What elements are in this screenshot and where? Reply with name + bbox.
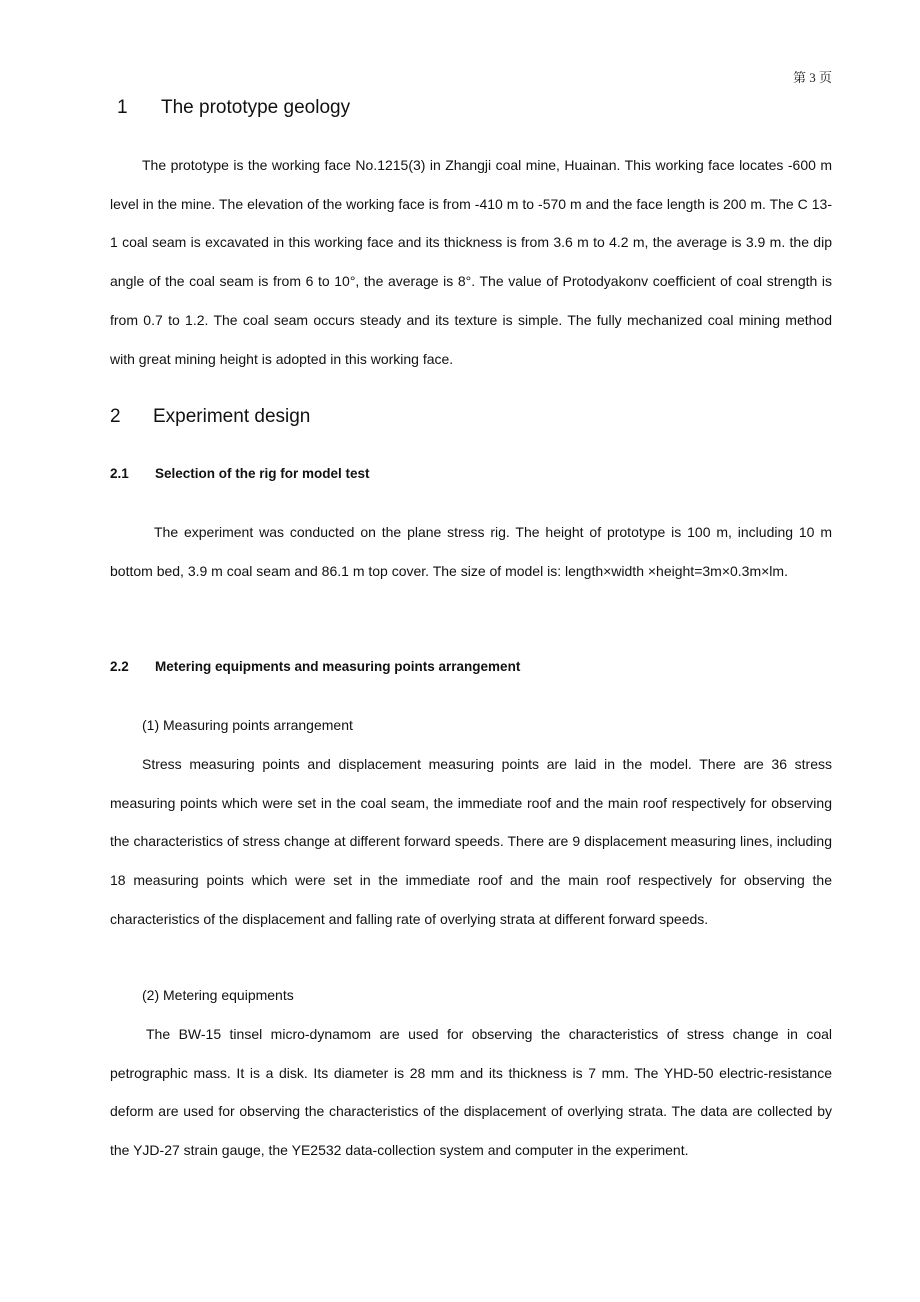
section-1-title: The prototype geology: [161, 97, 351, 118]
section-2-heading: [110, 405, 310, 429]
section-2-2-number: 2.2: [110, 659, 129, 674]
metering-equipments-paragraph: The BW-15 tinsel micro-dynamom are used for observing the characteristics of stress change in coal petrographic mass. It is a disk. Its diameter is 28 mm and its thickness is 7 mm. The YHD-50 electric-resistance deform are used for observing the characteristics of the displacement of overlying strata. The data are collected by the YJD-27 strain gauge, the YE2532 data-collection system and computer in the experiment.: [110, 1026, 832, 1159]
section-2-1-paragraph: The experiment was conducted on the plane stress rig. The height of prototype is 100 m, including 10 m bottom bed, 3.9 m coal seam and 86.1 m top cover. The size of model is: length×width ×height=3m×0.3m×lm.: [110, 524, 832, 579]
section-2-2-title: Metering equipments and measuring points arrangement: [155, 659, 521, 674]
section-2-1-number: 2.1: [110, 466, 129, 481]
section-1-heading: [117, 96, 350, 120]
section-2-1-heading: [110, 466, 370, 481]
measuring-points-subheading: (1) Measuring points arrangement: [142, 717, 353, 733]
page-number: 第 3 页: [792, 70, 832, 85]
metering-equipments-subheading: (2) Metering equipments: [142, 987, 294, 1003]
measuring-points-paragraph: Stress measuring points and displacement measuring points are laid in the model. There are 36 stress measuring points which were set in the coal seam, the immediate roof and the main roof respectively for observing the characteristics of stress change at different forward speeds. There are 9 displacement measuring lines, including 18 measuring points which were set in the immediate roof and the main roof respectively for observing the characteristics of the displacement and falling rate of overlying strata at different forward speeds.: [110, 756, 832, 927]
section-2-title: Experiment design: [153, 406, 311, 427]
section-2-number: 2: [110, 406, 121, 427]
section-1-paragraph: The prototype is the working face No.1215(3) in Zhangji coal mine, Huainan. This working face locates -600 m level in the mine. The elevation of the working face is from -410 m to -570 m and the face length is 200 m. The C 13-1 coal seam is excavated in this working face and its thickness is from 3.6 m to 4.2 m, the average is 3.9 m. the dip angle of the coal seam is from 6 to 10°, the average is 8°. The value of Protodyakonv coefficient of coal strength is from 0.7 to 1.2. The coal seam occurs steady and its texture is simple. The fully mechanized coal mining method with great mining height is adopted in this working face.: [110, 157, 832, 367]
section-1-number: 1: [117, 97, 128, 118]
section-2-1-title: Selection of the rig for model test: [155, 466, 370, 481]
section-2-2-heading: [110, 659, 520, 674]
